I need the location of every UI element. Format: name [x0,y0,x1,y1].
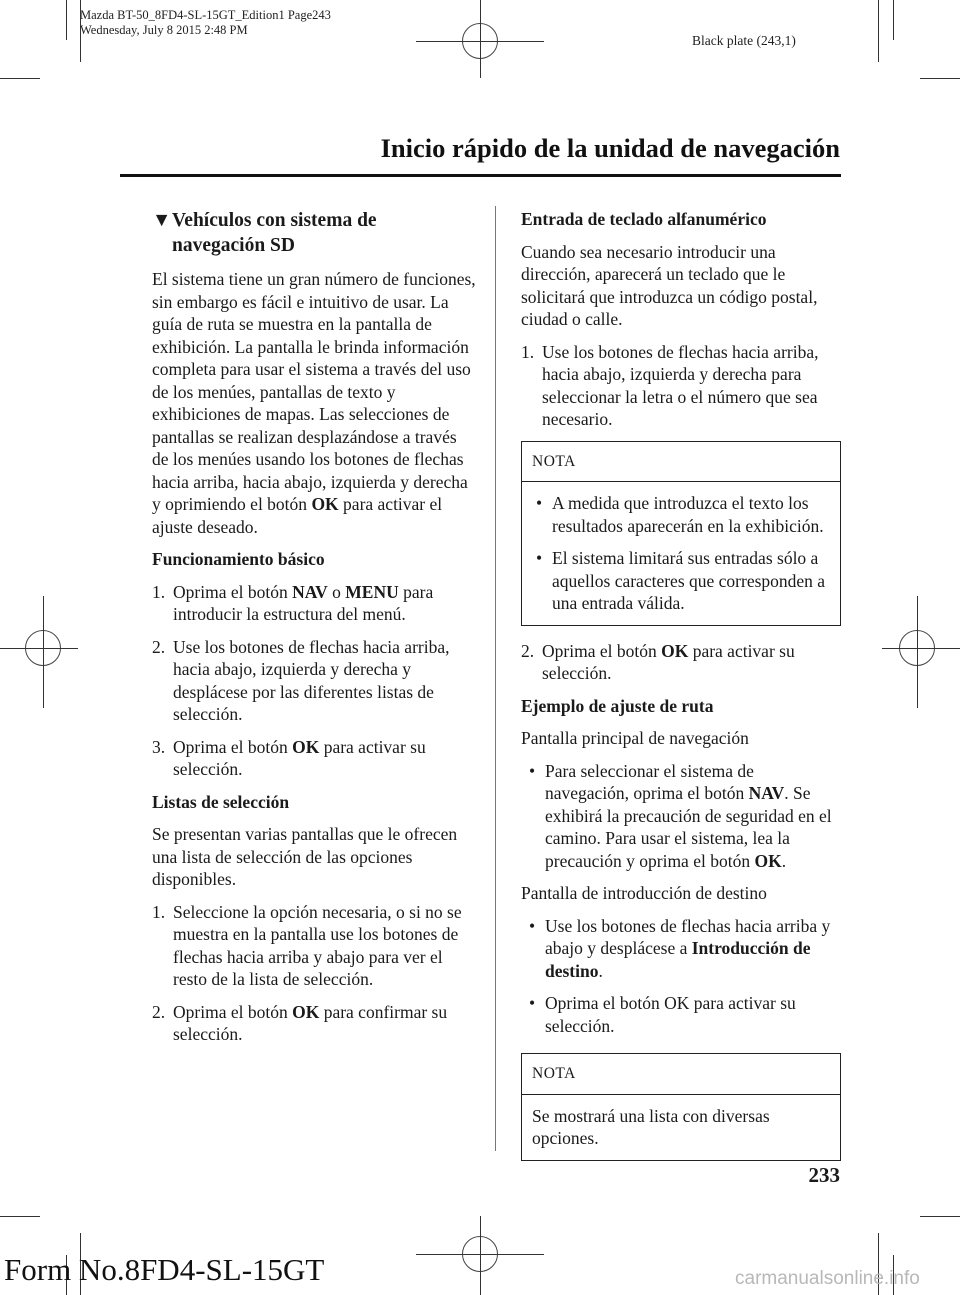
crop-mark [0,1216,40,1217]
step-text [173,736,477,781]
section-title: Inicio rápido de la unidad de navegación [380,133,840,163]
watermark: carmanualsonline.info [735,1268,920,1289]
note-header: NOTA [522,442,840,483]
bullet-text [545,915,841,983]
bullet-item [521,760,841,873]
main-screen-label: Pantalla principal de navegación [521,728,749,748]
title-rule [120,174,841,177]
step-text: Seleccione la opción necesaria, o si no se muestra en la pantalla use los botones de flechas hacia arriba y abajo para ver el resto de la lista de selección. [173,901,462,989]
bullet-item [521,915,841,983]
subsection-heading-text [172,208,377,258]
print-info-line: Mazda BT-50_8FD4-SL-15GT_Edition1 Page243 [80,8,331,22]
bullet-item [528,492,830,537]
keyboard-intro: Cuando sea necesario introducir una dirección, aparecerá un teclado que le solicitará que introduzca un código postal, ciudad o calle. [521,241,818,329]
ok-label: OK [754,850,782,871]
list-item [152,581,477,626]
bullet-icon: • [536,493,543,513]
step-number: 2. [152,636,166,657]
step-number: 1. [152,901,166,922]
page-number: 233 [808,1163,840,1187]
text: Oprima el botón [542,640,662,661]
note-box [521,441,841,626]
bullet-item [521,992,841,1037]
text: Use los botones de flechas hacia arriba y abajo y desplácese a [545,915,831,958]
lists-intro: Se presentan varias pantallas que le ofrecen una lista de selección de las opciones disponibles. [152,824,458,889]
list-item [152,1001,477,1046]
keyboard-heading: Entrada de teclado alfanumérico [521,209,767,229]
text: o [327,581,346,602]
note-body [522,1095,840,1160]
subsection-heading [152,208,477,258]
note-box [521,1053,841,1161]
list-item [152,901,477,991]
right-column [521,208,841,1175]
intro-text: para activar el ajuste deseado. [152,494,443,537]
menu-label: MENU [345,581,399,602]
intro-paragraph [152,268,477,538]
step-number: 2. [521,640,535,661]
basic-heading: Funcionamiento básico [152,549,325,569]
bullet-text [545,760,841,873]
dest-screen-label: Pantalla de introducción de destino [521,883,767,903]
column-divider [495,206,496,1151]
dest-label: Introducción de destino [545,938,811,981]
crop-mark [893,0,894,40]
list-item [152,636,477,726]
step-number: 2. [152,1001,166,1022]
list-item [521,640,841,685]
step-text [173,581,477,626]
bullet-text: Oprima el botón OK para activar su selección. [545,993,796,1036]
registration-line [917,596,918,708]
lists-heading: Listas de selección [152,791,290,812]
text: para introducir la estructura del menú. [173,581,434,624]
step-number: 1. [521,341,535,362]
bullet-text: A medida que introduzca el texto los resultados aparecerán en la exhibición. [552,493,824,536]
text: Para seleccionar el sistema de navegación, oprima el botón [545,760,754,803]
crop-mark [0,78,40,79]
step-text [542,640,841,685]
print-info-line: Wednesday, July 8 2015 2:48 PM [80,23,248,37]
registration-line [882,648,960,649]
text: Oprima el botón [173,736,293,757]
text: . [598,960,603,981]
bullet-icon: • [529,915,536,936]
bullet-icon: • [529,993,536,1013]
nav-label: NAV [292,581,328,602]
heading-line: navegación SD [172,235,295,256]
bullet-text: El sistema limitará sus entradas sólo a aquellos caracteres que corresponden a una entrada válida. [552,548,826,613]
crop-mark [920,1216,960,1217]
text: para activar su selección. [542,640,795,683]
text: para activar su selección. [173,736,426,779]
left-column [152,208,477,1056]
bullet-icon: • [529,760,536,781]
step-number: 1. [152,581,166,602]
ok-label: OK [292,736,320,757]
intro-text: El sistema tiene un gran número de funciones, sin embargo es fácil e intuitivo de usar. La guía de ruta se muestra en la pantalla de exhibición. La pantalla le brinda información completa para usar el sistema a través del uso de los menúes, pantallas de texto y exhibiciones de mapas. Las selecciones de pantallas se realizan desplazándose a través de los menúes usando los botones de flechas hacia arriba, hacia abajo, izquierda y derecha y oprimiendo el botón [152,269,476,514]
route-heading: Ejemplo de ajuste de ruta [521,695,714,716]
text: Oprima el botón [173,1001,293,1022]
text: para confirmar su selección. [173,1001,448,1044]
crop-mark [66,0,67,40]
list-item [152,736,477,781]
ok-label: OK [292,1001,320,1022]
registration-line [0,648,78,649]
form-number: Form No.8FD4-SL-15GT [4,1252,325,1287]
note-header: NOTA [522,1054,840,1095]
nav-label: NAV [748,783,785,803]
text: . Se exhibirá la precaución de seguridad en el camino. Para usar el sistema, lea la precaución y oprima el botón [545,783,832,871]
print-info [80,8,331,38]
step-number: 3. [152,736,166,757]
registration-line [480,1216,481,1295]
bullet-icon: • [536,548,543,568]
heading-line: Vehículos con sistema de [172,210,377,231]
step-text [173,1001,477,1046]
bullet-item [528,547,830,615]
crop-mark [878,0,879,62]
note-text: Se mostrará una lista con diversas opciones. [532,1105,770,1148]
plate-label: Black plate (243,1) [692,33,796,48]
ok-label: OK [661,640,689,661]
crop-mark [920,78,960,79]
text: Oprima el botón [173,581,293,602]
step-text: Use los botones de flechas hacia arriba, hacia abajo, izquierda y derecha para seleccionar la letra o el número que sea necesario. [542,341,819,429]
text: . [781,850,787,871]
triangle-down-icon: ▼ [152,210,172,231]
registration-line [43,596,44,708]
ok-label: OK [311,494,339,514]
step-text: Use los botones de flechas hacia arriba, hacia abajo, izquierda y derecha y desplácese por las diferentes listas de selección. [173,636,450,724]
list-item [521,341,841,431]
note-body [522,482,840,615]
registration-line [480,0,481,78]
